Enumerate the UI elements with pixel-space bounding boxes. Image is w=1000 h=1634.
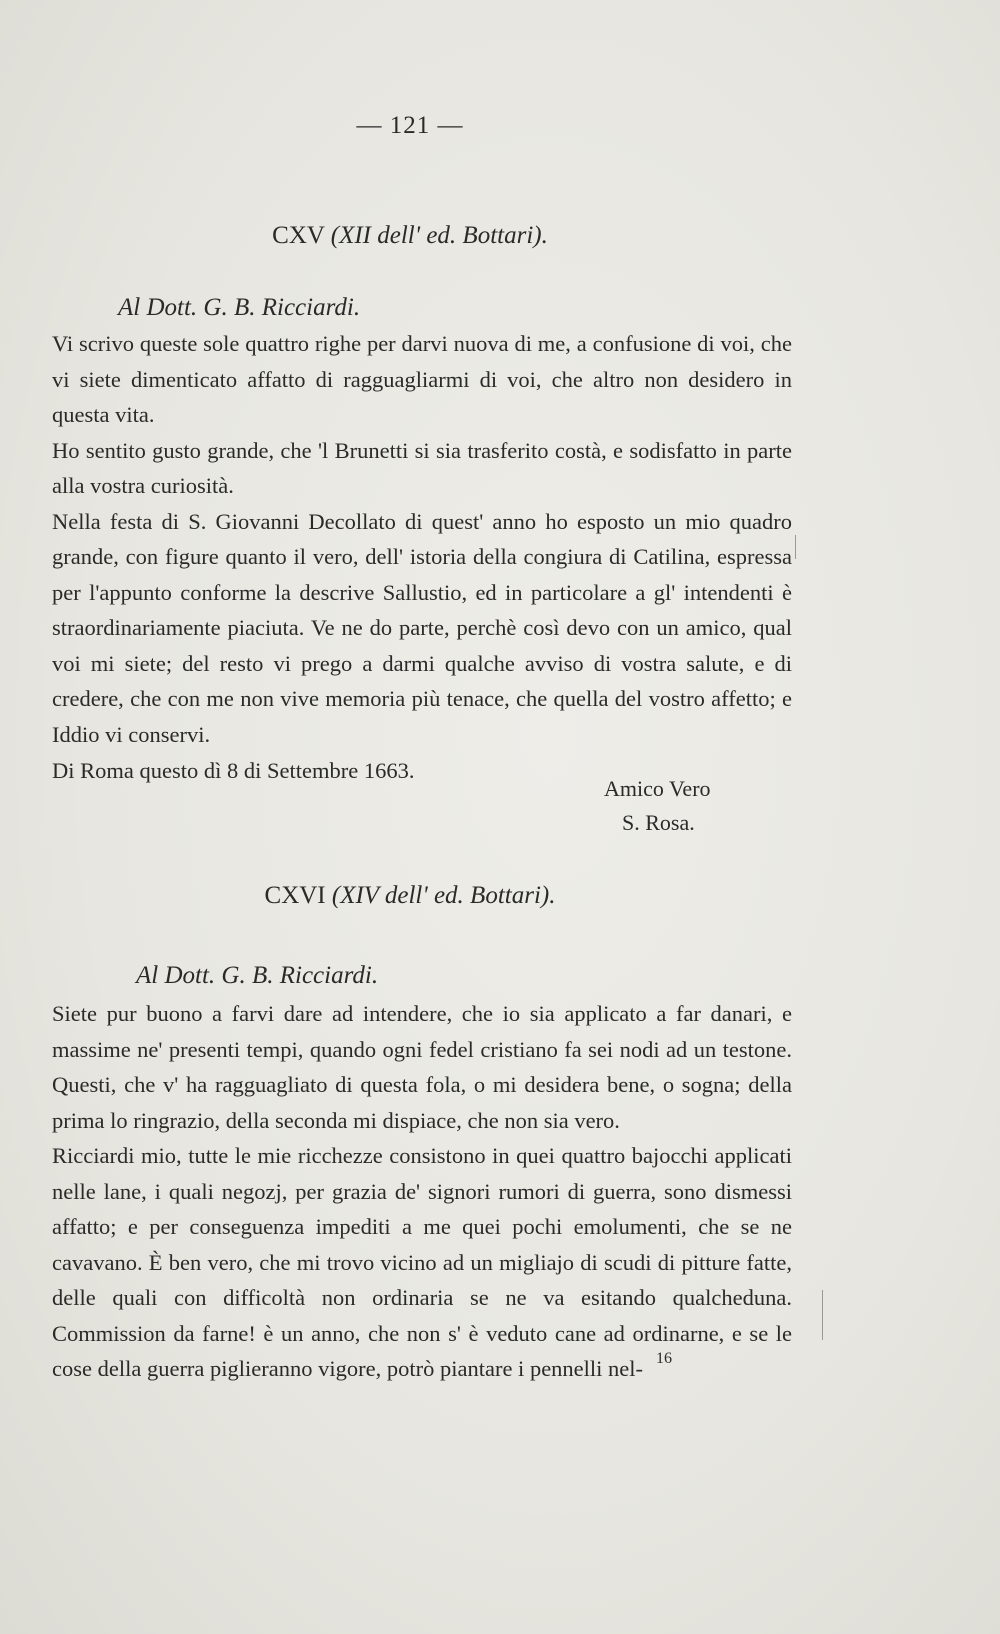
letter-115-paragraph-3: Nella festa di S. Giovanni Decollato di quest' anno ho esposto un mio quadro grande, con figure quanto il vero, dell' istoria della congiura di Catilina, espressa per l'appunto conforme la descrive Sallustio, ed in particolare a gl' intendenti è straordinariamente piaciuta. Ve ne do parte, perchè così devo con un amico, qual voi mi siete; del resto vi prego a darmi qualche avviso di vostra salute, e di credere, che con me non vive memoria più tenace, che quella del vostro affetto; e Iddio vi conservi. xyxy=(52,508,792,748)
letter-115-paragraph-1: Vi scrivo queste sole quattro righe per darvi nuova di me, a confusione di voi, che vi siete dimenticato affatto di ragguagliarmi di voi, che altro non desidero in questa vita. xyxy=(52,331,792,428)
letter-115-dateline: Di Roma questo dì 8 di Settembre 1663. xyxy=(52,757,415,783)
letter-116-heading xyxy=(0,882,820,910)
margin-mark xyxy=(822,1290,823,1340)
letter-116-paragraph-2: Ricciardi mio, tutte le mie ricchezze consistono in quei quattro bajocchi applicati nelle lane, i quali negozj, per grazia de' signori rumori di guerra, sono dismessi affatto; e per conseguenza impediti a me quei pochi emolumenti, che se ne cavavano. È ben vero, che mi trovo vicino ad un migliajo di scudi di pitture fatte, delle quali con difficoltà non ordinaria se ne va esitando qualcheduna. Commission da farne! è un anno, che non s' è veduto cane ad ordinarne, e se le cose della guerra piglieranno vigore, potrò piantare i pennelli nel- xyxy=(52,1143,792,1382)
letter-115-body xyxy=(52,326,792,788)
page-number: — 121 — xyxy=(356,112,464,139)
letter-115-edition: (XII dell' ed. Bottari). xyxy=(330,222,548,249)
letter-115-heading xyxy=(0,222,820,250)
letter-116-body xyxy=(52,996,792,1387)
letter-115-number: CXV xyxy=(272,222,325,249)
margin-mark xyxy=(795,535,796,559)
letter-116-paragraph-1: Siete pur buono a farvi dare ad intendere, che io sia applicato a far danari, e massime ne' presenti tempi, quando ogni fedel cristiano fa sei nodi ad un testone. Questi, che v' ha ragguagliato di questa fola, o mi desidera bene, o sogna; della prima lo ringrazio, della seconda mi dispiace, che non sia vero. xyxy=(52,1001,792,1133)
letter-115-signature: S. Rosa. xyxy=(622,810,695,835)
letter-115-paragraph-2: Ho sentito gusto grande, che 'l Brunetti si sia trasferito costà, e sodisfatto in parte alla vostra curiosità. xyxy=(52,437,792,499)
folio-signature: 16 xyxy=(656,1350,672,1367)
letter-115-closing: Amico Vero xyxy=(604,776,711,801)
letter-115-addressee: Al Dott. G. B. Ricciardi. xyxy=(118,294,361,321)
letter-116-number: CXVI xyxy=(264,882,326,909)
letter-116-edition: (XIV dell' ed. Bottari). xyxy=(331,882,556,909)
letter-116-addressee: Al Dott. G. B. Ricciardi. xyxy=(136,962,379,989)
